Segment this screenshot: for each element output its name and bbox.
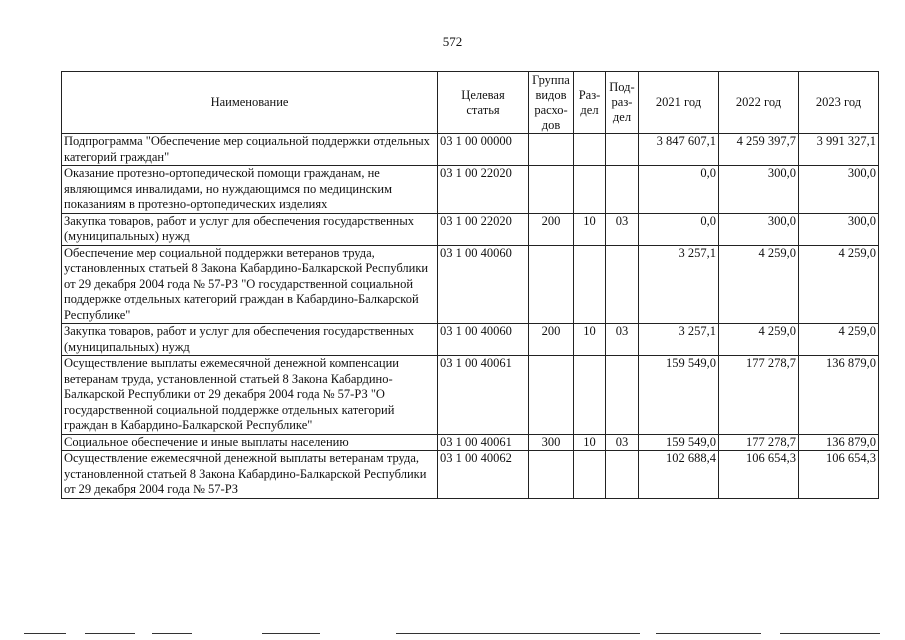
row-2023: 136 879,0: [799, 356, 879, 435]
footer-rule: [656, 633, 761, 634]
header-name: Наименование: [62, 72, 438, 134]
header-group: Группа видов расхо- дов: [529, 72, 574, 134]
header-section: Раз- дел: [574, 72, 606, 134]
row-section: [574, 245, 606, 324]
row-target: 03 1 00 00000: [438, 134, 529, 166]
row-2023: 4 259,0: [799, 245, 879, 324]
row-target: 03 1 00 40062: [438, 451, 529, 499]
row-2021: 3 257,1: [639, 245, 719, 324]
row-subsection: 03: [606, 434, 639, 451]
row-group: [529, 245, 574, 324]
row-subsection: [606, 451, 639, 499]
row-group: 200: [529, 213, 574, 245]
footer-rule: [85, 633, 135, 634]
row-2021: 159 549,0: [639, 434, 719, 451]
row-section: [574, 451, 606, 499]
budget-table: [61, 71, 879, 499]
header-2022: 2022 год: [719, 72, 799, 134]
row-section: 10: [574, 213, 606, 245]
row-2021: 0,0: [639, 213, 719, 245]
row-2021: 159 549,0: [639, 356, 719, 435]
row-group: 200: [529, 324, 574, 356]
table-row: [62, 166, 879, 214]
row-2022: 4 259,0: [719, 324, 799, 356]
row-section: 10: [574, 434, 606, 451]
row-2023: 136 879,0: [799, 434, 879, 451]
row-2023: 3 991 327,1: [799, 134, 879, 166]
row-subsection: 03: [606, 324, 639, 356]
row-2023: 300,0: [799, 213, 879, 245]
row-group: [529, 134, 574, 166]
row-target: 03 1 00 22020: [438, 213, 529, 245]
row-name: Обеспечение мер социальной поддержки ветеранов труда, установленных статьей 8 Закона Кабардино-Балкарской Республики от 29 декабря 2004 года № 57-РЗ "О государственной социальной поддержке отдельных категорий граждан в Кабардино-Балкарской Республике": [62, 245, 438, 324]
row-group: [529, 166, 574, 214]
table-row: [62, 245, 879, 324]
row-group: 300: [529, 434, 574, 451]
row-name: Закупка товаров, работ и услуг для обеспечения государственных (муниципальных) нужд: [62, 213, 438, 245]
row-section: [574, 166, 606, 214]
row-subsection: 03: [606, 213, 639, 245]
row-name: Подпрограмма "Обеспечение мер социальной поддержки отдельных категорий граждан": [62, 134, 438, 166]
row-target: 03 1 00 40061: [438, 434, 529, 451]
row-2022: 106 654,3: [719, 451, 799, 499]
table-row: [62, 324, 879, 356]
row-2022: 300,0: [719, 213, 799, 245]
footer-rule: [396, 633, 640, 634]
table-row: [62, 356, 879, 435]
row-2022: 177 278,7: [719, 356, 799, 435]
table-row: [62, 213, 879, 245]
header-row: [62, 72, 879, 134]
row-group: [529, 356, 574, 435]
header-target: Целевая статья: [438, 72, 529, 134]
row-2023: 106 654,3: [799, 451, 879, 499]
row-subsection: [606, 166, 639, 214]
header-2021: 2021 год: [639, 72, 719, 134]
row-section: [574, 356, 606, 435]
row-section: [574, 134, 606, 166]
table-row: [62, 434, 879, 451]
row-subsection: [606, 356, 639, 435]
page-number: 572: [442, 34, 463, 49]
row-2022: 4 259,0: [719, 245, 799, 324]
row-subsection: [606, 134, 639, 166]
footer-rule: [152, 633, 192, 634]
row-section: 10: [574, 324, 606, 356]
footer-rule: [262, 633, 320, 634]
table-row: [62, 451, 879, 499]
row-name: Осуществление выплаты ежемесячной денежной компенсации ветеранам труда, установленной статьей 8 Закона Кабардино-Балкарской Республики от 29 декабря 2004 года № 57-РЗ "О государственной социальной поддержке отдельных категорий граждан в Кабардино-Балкарской Республике": [62, 356, 438, 435]
row-2021: 3 257,1: [639, 324, 719, 356]
row-target: 03 1 00 40060: [438, 324, 529, 356]
header-2023: 2023 год: [799, 72, 879, 134]
row-name: Оказание протезно-ортопедической помощи гражданам, не являющимся инвалидами, но нуждающимся по медицинским показаниям в протезно-ортопедических изделиях: [62, 166, 438, 214]
row-2021: 0,0: [639, 166, 719, 214]
row-target: 03 1 00 40060: [438, 245, 529, 324]
row-2022: 177 278,7: [719, 434, 799, 451]
row-2021: 3 847 607,1: [639, 134, 719, 166]
row-target: 03 1 00 22020: [438, 166, 529, 214]
row-2022: 300,0: [719, 166, 799, 214]
footer-rule: [24, 633, 66, 634]
row-2023: 300,0: [799, 166, 879, 214]
row-name: Закупка товаров, работ и услуг для обеспечения государственных (муниципальных) нужд: [62, 324, 438, 356]
row-name: Осуществление ежемесячной денежной выплаты ветеранам труда, установленной статьей 8 Закона Кабардино-Балкарской Республики от 29 декабря 2004 года № 57-РЗ: [62, 451, 438, 499]
table-row: [62, 134, 879, 166]
footer-rule: [780, 633, 880, 634]
header-subsection: Под- раз- дел: [606, 72, 639, 134]
row-group: [529, 451, 574, 499]
row-2023: 4 259,0: [799, 324, 879, 356]
row-name: Социальное обеспечение и иные выплаты населению: [62, 434, 438, 451]
row-2022: 4 259 397,7: [719, 134, 799, 166]
row-2021: 102 688,4: [639, 451, 719, 499]
row-subsection: [606, 245, 639, 324]
row-target: 03 1 00 40061: [438, 356, 529, 435]
